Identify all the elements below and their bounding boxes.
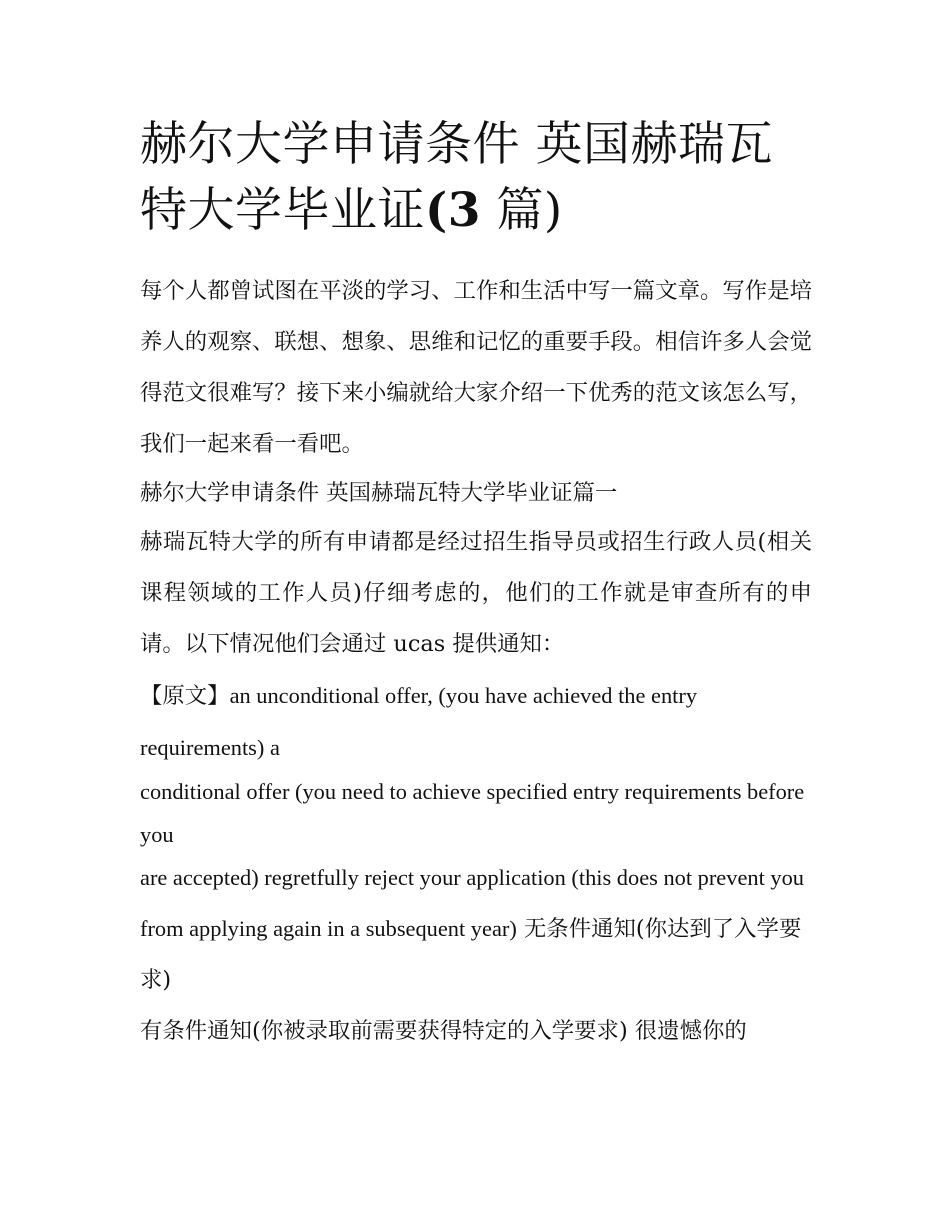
original-line-4-en: from applying again in a subsequent year) [140,916,517,941]
title-count: (3 [425,183,481,238]
title-text: 赫尔大学申请条件 英国赫瑞瓦特大学毕业证 [140,117,773,238]
original-line-1: an unconditional offer, (you have achieved the entry requirements) a [140,683,698,760]
section-heading: 赫尔大学申请条件 英国赫瑞瓦特大学毕业证篇一 [140,480,618,506]
document-title [140,112,812,244]
translation-line: 有条件通知(你被录取前需要获得特定的入学要求) 很遗憾你的 [140,1018,747,1044]
original-line-3: are accepted) regretfully reject your application (this does not prevent you [140,865,804,890]
original-line-4 [140,903,812,1006]
intro-paragraph: 每个人都曾试图在平淡的学习、工作和生活中写一篇文章。写作是培养人的观察、联想、想象、思维和记忆的重要手段。相信许多人会觉得范文很难写？接下来小编就给大家介绍一下优秀的范文该怎么写，我们一起来看一看吧。 [140,278,812,457]
body-paragraph: 赫瑞瓦特大学的所有申请都是经过招生指导员或招生行政人员(相关课程领域的工作人员)仔细考虑的，他们的工作就是审查所有的申请。以下情况他们会通过 ucas 提供通知： [140,529,812,657]
title-suffix: 篇) [480,183,563,238]
original-text-line [140,670,812,774]
original-line-4-zh: 无条件通知(你达到了入学要求) [140,916,802,993]
original-line-2: conditional offer (you need to achieve specified entry requirements before you [140,779,805,847]
document-page [140,112,812,1057]
original-label: 【原文】 [140,683,230,709]
